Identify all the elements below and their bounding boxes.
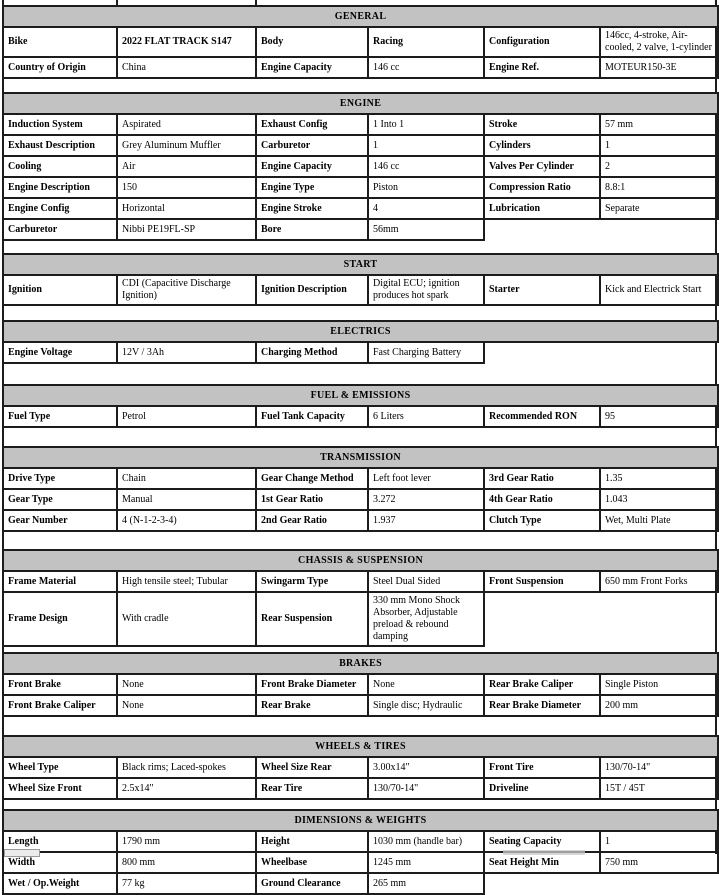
spec-label-cell: Stroke bbox=[484, 114, 600, 135]
spec-label-cell: Front Suspension bbox=[484, 571, 600, 592]
table-row bbox=[3, 831, 718, 852]
section-header: BRAKES bbox=[3, 653, 718, 674]
section-table-wheels-and-tires bbox=[2, 735, 719, 800]
spec-label-cell: Front Tire bbox=[484, 757, 600, 778]
section-table-dimensions-and-weights bbox=[2, 809, 719, 895]
section-table-chassis-and-suspension bbox=[2, 549, 719, 647]
section-table-start bbox=[2, 253, 719, 306]
spec-label-cell: Carburetor bbox=[3, 219, 117, 240]
spec-value-cell: 1790 mm bbox=[117, 831, 256, 852]
section-header-row bbox=[3, 550, 718, 571]
section-header: FUEL & EMISSIONS bbox=[3, 385, 718, 406]
section-header: WHEELS & TIRES bbox=[3, 736, 718, 757]
spec-value-cell: 3.00x14" bbox=[368, 757, 484, 778]
spec-value-cell: 1.35 bbox=[600, 468, 718, 489]
spec-value-cell: High tensile steel; Tubular bbox=[117, 571, 256, 592]
section-table-engine bbox=[2, 92, 719, 241]
spec-label-cell: Charging Method bbox=[256, 342, 368, 363]
spec-label-cell: Cooling bbox=[3, 156, 117, 177]
spec-label-cell: Cylinders bbox=[484, 135, 600, 156]
spec-label-cell: Rear Tire bbox=[256, 778, 368, 799]
spec-label-cell: Length bbox=[3, 831, 117, 852]
spec-label-cell: Recommended RON bbox=[484, 406, 600, 427]
spec-value-cell: 750 mm bbox=[600, 852, 718, 873]
spec-label-cell: Seat Height Min bbox=[484, 852, 600, 873]
spec-label-cell: Width bbox=[3, 852, 117, 873]
spec-value-cell: Piston bbox=[368, 177, 484, 198]
spec-value-cell: 1 bbox=[600, 135, 718, 156]
spec-value-cell: 4 (N-1-2-3-4) bbox=[117, 510, 256, 531]
table-row bbox=[3, 873, 718, 894]
spec-value-cell: 130/70-14" bbox=[368, 778, 484, 799]
section-header-row bbox=[3, 385, 718, 406]
section-header: START bbox=[3, 254, 718, 275]
table-row bbox=[3, 510, 718, 531]
table-row bbox=[3, 114, 718, 135]
section-table-electrics bbox=[2, 320, 719, 364]
spec-value-cell: 2 bbox=[600, 156, 718, 177]
section-table-general bbox=[2, 5, 719, 79]
table-row bbox=[3, 592, 718, 646]
spec-value-cell: 2.5x14" bbox=[117, 778, 256, 799]
spec-value-cell: With cradle bbox=[117, 592, 256, 646]
spec-label-cell: Engine Ref. bbox=[484, 57, 600, 78]
table-row bbox=[3, 198, 718, 219]
table-row bbox=[3, 406, 718, 427]
spec-value-cell: None bbox=[117, 695, 256, 716]
table-row bbox=[3, 571, 718, 592]
section-header-row bbox=[3, 6, 718, 27]
spec-label-cell: Bore bbox=[256, 219, 368, 240]
section-header-row bbox=[3, 736, 718, 757]
spec-label-cell: Wheelbase bbox=[256, 852, 368, 873]
spec-value-cell: 146cc, 4-stroke, Air-cooled, 2 valve, 1-cylinder bbox=[600, 27, 718, 57]
spec-label-cell: Engine Stroke bbox=[256, 198, 368, 219]
spec-value-cell: Grey Aluminum Muffler bbox=[117, 135, 256, 156]
section-table-transmission bbox=[2, 446, 719, 532]
section-header-row bbox=[3, 254, 718, 275]
cutoff-next-page-artifact bbox=[503, 850, 585, 855]
spec-value-cell: Nibbi PE19FL-SP bbox=[117, 219, 256, 240]
table-row bbox=[3, 275, 718, 305]
spec-label-cell: Engine Config bbox=[3, 198, 117, 219]
spec-value-cell: 56mm bbox=[368, 219, 484, 240]
table-row bbox=[3, 695, 718, 716]
section-header: CHASSIS & SUSPENSION bbox=[3, 550, 718, 571]
spec-label-cell: Engine Capacity bbox=[256, 57, 368, 78]
spec-value-cell: 265 mm bbox=[368, 873, 484, 894]
spec-value-cell: Single disc; Hydraulic bbox=[368, 695, 484, 716]
cutoff-next-page-artifact bbox=[4, 849, 40, 857]
spec-value-cell: 200 mm bbox=[600, 695, 718, 716]
spec-value-cell: Chain bbox=[117, 468, 256, 489]
spec-value-cell: Manual bbox=[117, 489, 256, 510]
spec-sheet bbox=[2, 5, 717, 895]
spec-label-cell: Height bbox=[256, 831, 368, 852]
section-header: ELECTRICS bbox=[3, 321, 718, 342]
spec-value-cell: MOTEUR150-3E bbox=[600, 57, 718, 78]
section-header: DIMENSIONS & WEIGHTS bbox=[3, 810, 718, 831]
spec-label-cell: Induction System bbox=[3, 114, 117, 135]
spec-label-cell: Rear Brake Diameter bbox=[484, 695, 600, 716]
spec-value-cell: Steel Dual Sided bbox=[368, 571, 484, 592]
spec-value-cell: 57 mm bbox=[600, 114, 718, 135]
spec-value-cell: Petrol bbox=[117, 406, 256, 427]
spec-value-cell: 1 bbox=[368, 135, 484, 156]
spec-value-cell: Racing bbox=[368, 27, 484, 57]
spec-value-cell: 6 Liters bbox=[368, 406, 484, 427]
table-row bbox=[3, 156, 718, 177]
spec-label-cell: 3rd Gear Ratio bbox=[484, 468, 600, 489]
spec-value-cell: 95 bbox=[600, 406, 718, 427]
spec-label-cell: Driveline bbox=[484, 778, 600, 799]
section-header: ENGINE bbox=[3, 93, 718, 114]
spec-value-cell: Horizontal bbox=[117, 198, 256, 219]
section-header-row bbox=[3, 447, 718, 468]
spec-label-cell: Clutch Type bbox=[484, 510, 600, 531]
spec-label-cell: Carburetor bbox=[256, 135, 368, 156]
spec-label-cell: Wet / Op.Weight bbox=[3, 873, 117, 894]
spec-label-cell: Engine Voltage bbox=[3, 342, 117, 363]
spec-value-cell: 2022 FLAT TRACK S147 bbox=[117, 27, 256, 57]
spec-value-cell: Black rims; Laced-spokes bbox=[117, 757, 256, 778]
table-row bbox=[3, 778, 718, 799]
spec-label-cell: Wheel Size Rear bbox=[256, 757, 368, 778]
table-row bbox=[3, 135, 718, 156]
spec-label-cell: Exhaust Description bbox=[3, 135, 117, 156]
spec-value-cell: 800 mm bbox=[117, 852, 256, 873]
spec-value-cell: 1.043 bbox=[600, 489, 718, 510]
spec-label-cell: Gear Type bbox=[3, 489, 117, 510]
spec-label-cell: Lubrication bbox=[484, 198, 600, 219]
spec-value-cell: 15T / 45T bbox=[600, 778, 718, 799]
spec-value-cell: China bbox=[117, 57, 256, 78]
spec-label-cell: Front Brake Caliper bbox=[3, 695, 117, 716]
spec-label-cell: Ground Clearance bbox=[256, 873, 368, 894]
spec-label-cell: Wheel Type bbox=[3, 757, 117, 778]
spec-label-cell: Seating Capacity bbox=[484, 831, 600, 852]
spec-label-cell: Compression Ratio bbox=[484, 177, 600, 198]
table-row bbox=[3, 219, 718, 240]
spec-label-cell: Front Brake bbox=[3, 674, 117, 695]
table-row bbox=[3, 489, 718, 510]
spec-label-cell: Frame Material bbox=[3, 571, 117, 592]
spec-label-cell: 1st Gear Ratio bbox=[256, 489, 368, 510]
spec-label-cell: Valves Per Cylinder bbox=[484, 156, 600, 177]
spec-label-cell: Fuel Type bbox=[3, 406, 117, 427]
section-table-fuel-and-emissions bbox=[2, 384, 719, 428]
section-header: TRANSMISSION bbox=[3, 447, 718, 468]
spec-value-cell: 1.937 bbox=[368, 510, 484, 531]
spec-value-cell: 650 mm Front Forks bbox=[600, 571, 718, 592]
spec-value-cell: 77 kg bbox=[117, 873, 256, 894]
spec-value-cell: 130/70-14" bbox=[600, 757, 718, 778]
spec-value-cell: Aspirated bbox=[117, 114, 256, 135]
spec-label-cell: Starter bbox=[484, 275, 600, 305]
section-header-row bbox=[3, 93, 718, 114]
spec-label-cell: Rear Brake bbox=[256, 695, 368, 716]
section-header: GENERAL bbox=[3, 6, 718, 27]
spec-value-cell: 8.8:1 bbox=[600, 177, 718, 198]
spec-value-cell: 330 mm Mono Shock Absorber, Adjustable preload & rebound damping bbox=[368, 592, 484, 646]
spec-value-cell: Fast Charging Battery bbox=[368, 342, 484, 363]
table-row bbox=[3, 757, 718, 778]
table-row bbox=[3, 342, 718, 363]
spec-value-cell: 1245 mm bbox=[368, 852, 484, 873]
spec-label-cell: Frame Design bbox=[3, 592, 117, 646]
spec-value-cell: 3.272 bbox=[368, 489, 484, 510]
spec-label-cell: Country of Origin bbox=[3, 57, 117, 78]
spec-value-cell: CDI (Capacitive Discharge Ignition) bbox=[117, 275, 256, 305]
spec-label-cell: Rear Brake Caliper bbox=[484, 674, 600, 695]
spec-value-cell: None bbox=[368, 674, 484, 695]
spec-label-cell: Configuration bbox=[484, 27, 600, 57]
spec-value-cell: 1 bbox=[600, 831, 718, 852]
spec-label-cell: Engine Type bbox=[256, 177, 368, 198]
spec-label-cell: Ignition bbox=[3, 275, 117, 305]
spec-value-cell: Air bbox=[117, 156, 256, 177]
spec-label-cell: Bike bbox=[3, 27, 117, 57]
section-header-row bbox=[3, 810, 718, 831]
spec-label-cell: Fuel Tank Capacity bbox=[256, 406, 368, 427]
table-row bbox=[3, 27, 718, 57]
spec-value-cell: 150 bbox=[117, 177, 256, 198]
spec-label-cell: 4th Gear Ratio bbox=[484, 489, 600, 510]
spec-value-cell: Digital ECU; ignition produces hot spark bbox=[368, 275, 484, 305]
spec-value-cell: 146 cc bbox=[368, 57, 484, 78]
table-row bbox=[3, 57, 718, 78]
table-row bbox=[3, 674, 718, 695]
section-header-row bbox=[3, 321, 718, 342]
spec-label-cell: Exhaust Config bbox=[256, 114, 368, 135]
spec-value-cell: 12V / 3Ah bbox=[117, 342, 256, 363]
section-header-row bbox=[3, 653, 718, 674]
spec-label-cell: Gear Number bbox=[3, 510, 117, 531]
spec-label-cell: Wheel Size Front bbox=[3, 778, 117, 799]
spec-value-cell: Kick and Electrick Start bbox=[600, 275, 718, 305]
section-table-brakes bbox=[2, 652, 719, 717]
spec-label-cell: Rear Suspension bbox=[256, 592, 368, 646]
spec-label-cell: 2nd Gear Ratio bbox=[256, 510, 368, 531]
table-row bbox=[3, 468, 718, 489]
spec-value-cell: 146 cc bbox=[368, 156, 484, 177]
spec-value-cell: 1 Into 1 bbox=[368, 114, 484, 135]
spec-value-cell: Wet, Multi Plate bbox=[600, 510, 718, 531]
spec-label-cell: Ignition Description bbox=[256, 275, 368, 305]
spec-value-cell: Separate bbox=[600, 198, 718, 219]
spec-label-cell: Gear Change Method bbox=[256, 468, 368, 489]
table-row bbox=[3, 852, 718, 873]
spec-value-cell: 1030 mm (handle bar) bbox=[368, 831, 484, 852]
spec-label-cell: Front Brake Diameter bbox=[256, 674, 368, 695]
spec-label-cell: Body bbox=[256, 27, 368, 57]
spec-label-cell: Swingarm Type bbox=[256, 571, 368, 592]
spec-value-cell: Single Piston bbox=[600, 674, 718, 695]
spec-value-cell: Left foot lever bbox=[368, 468, 484, 489]
spec-value-cell: None bbox=[117, 674, 256, 695]
spec-label-cell: Engine Description bbox=[3, 177, 117, 198]
spec-value-cell: 4 bbox=[368, 198, 484, 219]
spec-label-cell: Drive Type bbox=[3, 468, 117, 489]
table-row bbox=[3, 177, 718, 198]
spec-label-cell: Engine Capacity bbox=[256, 156, 368, 177]
